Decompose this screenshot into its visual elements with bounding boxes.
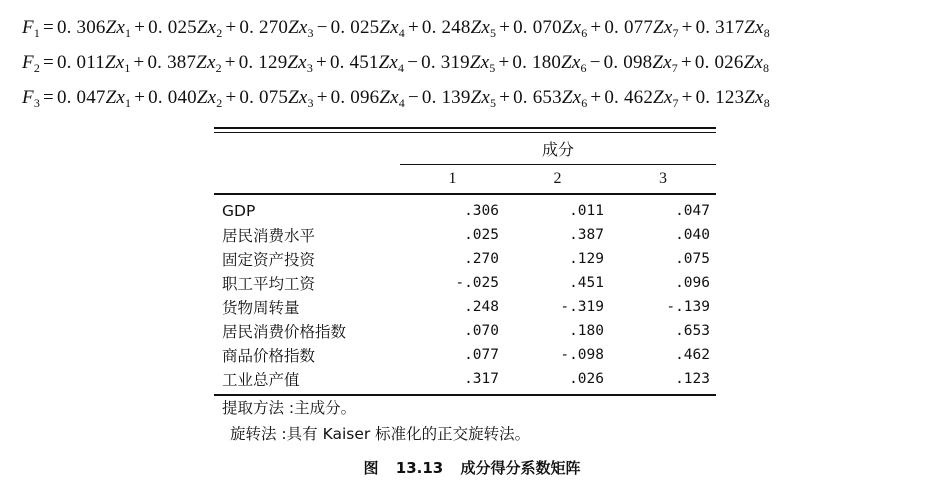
cell-value: .180 [569, 323, 604, 339]
equation-coefficient: 0. 306 [56, 17, 106, 38]
equation-coefficient: 0. 129 [238, 52, 288, 73]
equation-operator: + [134, 17, 146, 38]
equation-operator: + [224, 52, 236, 73]
equation-coefficient: 0. 011 [56, 52, 105, 73]
equation-variable: Zx [105, 17, 126, 38]
equation-coefficient: 0. 098 [603, 52, 653, 73]
equation-operator: + [499, 87, 511, 108]
equation-coefficient: 0. 462 [604, 87, 654, 108]
equation-coefficient: 0. 319 [421, 52, 470, 73]
equation-lhs-subscript: 3 [33, 96, 41, 110]
equation-lhs-subscript: 1 [33, 26, 41, 40]
table-notes [222, 395, 530, 447]
equation-coefficient: 0. 248 [421, 17, 471, 38]
equation-operator: + [225, 87, 237, 108]
equation-coefficient: 0. 123 [695, 87, 745, 108]
equation-line [22, 80, 932, 115]
equation-variable: Zx [744, 87, 764, 108]
equation-variable: Zx [196, 17, 217, 38]
equation-variable: Zx [653, 17, 673, 38]
equation-variable-subscript: 1 [124, 61, 131, 75]
cell-value: .077 [464, 347, 499, 363]
equation-variable-subscript: 6 [580, 61, 587, 75]
equation-operator: + [499, 17, 511, 38]
equation-coefficient: 0. 047 [56, 87, 106, 108]
equation-variable-subscript: 8 [763, 96, 770, 110]
equations-block [22, 10, 932, 115]
equation-variable: Zx [561, 87, 582, 108]
equation-variable: Zx [379, 87, 399, 108]
table-body [214, 195, 716, 391]
equation-operator: + [681, 17, 693, 38]
row-label: GDP [222, 202, 256, 220]
cell-value: .462 [675, 347, 710, 363]
equation-variable: Zx [287, 52, 307, 73]
equation-operator: = [43, 52, 54, 73]
equation-coefficient: 0. 026 [694, 52, 744, 73]
equation-operator: = [43, 17, 54, 38]
figure-caption: 图 13.13 成分得分系数矩阵 [363, 459, 581, 477]
equation-coefficient: 0. 025 [148, 17, 197, 38]
equation-variable-subscript: 3 [307, 26, 314, 40]
extraction-note: 提取方法 :主成分。 [222, 399, 357, 417]
equation-variable: Zx [196, 52, 216, 73]
equation-coefficient: 0. 270 [239, 17, 289, 38]
cell-value: -.319 [560, 299, 604, 315]
equation-variable-subscript: 5 [489, 26, 497, 40]
equation-coefficient: 0. 077 [604, 17, 654, 38]
equation-variable-subscript: 2 [216, 96, 223, 110]
cell-value: .317 [464, 371, 499, 387]
cell-value: .047 [675, 203, 710, 219]
equation-coefficient: 0. 075 [239, 87, 289, 108]
equation-variable-subscript: 3 [306, 61, 314, 75]
equation-operator: + [316, 52, 327, 73]
table-row [214, 247, 716, 271]
equation-variable-subscript: 8 [762, 61, 770, 75]
equation-variable-subscript: 1 [125, 26, 132, 40]
equation-coefficient: 0. 070 [513, 17, 562, 38]
cell-value: .026 [569, 371, 604, 387]
table-row [214, 367, 716, 391]
equation-coefficient: 0. 139 [421, 87, 471, 108]
equation-coefficient: 0. 387 [147, 52, 197, 73]
equation-variable-subscript: 6 [581, 96, 588, 110]
table-row [214, 319, 716, 343]
column-header: 3 [659, 170, 667, 187]
equation-variable-subscript: 2 [215, 61, 222, 75]
column-header: 1 [448, 170, 457, 187]
equation-variable: Zx [653, 87, 673, 108]
equation-coefficient: 0. 180 [512, 52, 562, 73]
table-row [214, 295, 716, 319]
equation-coefficient: 0. 653 [513, 87, 562, 108]
cell-value: .653 [675, 323, 710, 339]
equation-variable-subscript: 5 [489, 61, 496, 75]
equation-lhs-subscript: 2 [33, 61, 41, 75]
equation-operator: + [590, 87, 602, 108]
equation-operator: + [316, 87, 328, 108]
score-coefficient-table [214, 127, 716, 396]
cell-value: -.025 [455, 275, 499, 291]
equation-operator: − [407, 87, 419, 108]
table-row [214, 343, 716, 367]
cell-value: .011 [569, 203, 604, 219]
equation-variable-subscript: 7 [672, 96, 679, 110]
equation-operator: + [134, 87, 146, 108]
table-header-group [214, 133, 716, 165]
equation-variable: Zx [652, 52, 672, 73]
equation-variable: Zx [470, 17, 490, 38]
equation-operator: + [498, 52, 510, 73]
table-row [214, 271, 716, 295]
equation-variable-subscript: 4 [398, 96, 405, 110]
cell-value: .387 [569, 227, 604, 243]
equation-operator: + [680, 52, 692, 73]
equation-variable: Zx [104, 52, 125, 73]
equation-lhs: F [22, 17, 34, 38]
column-header: 2 [553, 170, 562, 187]
equation-variable-subscript: 7 [671, 61, 678, 75]
equation-variable: Zx [378, 52, 399, 73]
equation-variable: Zx [744, 17, 764, 38]
equation-operator: = [43, 87, 54, 108]
cell-value: .070 [464, 323, 499, 339]
equation-lhs: F [22, 52, 34, 73]
equation-variable: Zx [288, 87, 308, 108]
table-row [214, 199, 716, 223]
row-label: 工业总产值 [222, 371, 300, 389]
equation-operator: + [133, 52, 145, 73]
cell-value: .040 [675, 227, 710, 243]
cell-value: .306 [464, 203, 499, 219]
equation-operator: + [407, 17, 419, 38]
cell-value: -.098 [560, 347, 604, 363]
equation-coefficient: 0. 025 [330, 17, 380, 38]
row-label: 居民消费价格指数 [222, 323, 347, 341]
equation-lhs: F [22, 87, 34, 108]
equation-operator: − [589, 52, 601, 73]
cell-value: -.139 [666, 299, 710, 315]
row-label: 职工平均工资 [222, 275, 316, 293]
equation-variable: Zx [379, 17, 399, 38]
equation-coefficient: 0. 040 [148, 87, 197, 108]
component-header-rule [400, 164, 716, 165]
cell-value: .123 [675, 371, 710, 387]
cell-value: .096 [675, 275, 710, 291]
equation-variable: Zx [561, 52, 581, 73]
equation-variable: Zx [470, 87, 490, 108]
cell-value: .129 [569, 251, 604, 267]
equation-variable-subscript: 4 [398, 61, 405, 75]
equation-variable-subscript: 6 [581, 26, 588, 40]
row-label: 商品价格指数 [222, 347, 316, 365]
equation-operator: − [316, 17, 328, 38]
equation-variable-subscript: 4 [398, 26, 405, 40]
equation-variable: Zx [196, 87, 217, 108]
equation-operator: + [225, 17, 237, 38]
equation-coefficient: 0. 096 [330, 87, 380, 108]
rotation-note: 旋转法 :具有 Kaiser 标准化的正交旋转法。 [230, 425, 531, 443]
equation-variable: Zx [288, 17, 308, 38]
equation-variable: Zx [469, 52, 490, 73]
equation-variable: Zx [561, 17, 582, 38]
equation-variable-subscript: 2 [216, 26, 223, 40]
equation-line [22, 10, 932, 45]
row-label: 居民消费水平 [222, 227, 316, 245]
row-label: 货物周转量 [222, 299, 300, 317]
table-row [214, 223, 716, 247]
component-header: 成分 [541, 140, 574, 159]
equation-variable-subscript: 5 [489, 96, 497, 110]
cell-value: .025 [464, 227, 499, 243]
equation-operator: + [590, 17, 602, 38]
equation-line [22, 45, 932, 80]
cell-value: .075 [675, 251, 710, 267]
equation-variable: Zx [743, 52, 763, 73]
equation-variable-subscript: 1 [125, 96, 132, 110]
cell-value: .248 [464, 299, 499, 315]
cell-value: .451 [569, 275, 604, 291]
equation-variable-subscript: 7 [672, 26, 679, 40]
cell-value: .270 [464, 251, 499, 267]
equation-operator: − [407, 52, 419, 73]
equation-variable-subscript: 8 [763, 26, 770, 40]
equation-variable-subscript: 3 [307, 96, 314, 110]
equation-coefficient: 0. 451 [329, 52, 379, 73]
equation-coefficient: 0. 317 [695, 17, 745, 38]
row-label: 固定资产投资 [222, 251, 316, 269]
equation-variable: Zx [105, 87, 126, 108]
equation-operator: + [681, 87, 693, 108]
column-header-row [214, 165, 716, 193]
